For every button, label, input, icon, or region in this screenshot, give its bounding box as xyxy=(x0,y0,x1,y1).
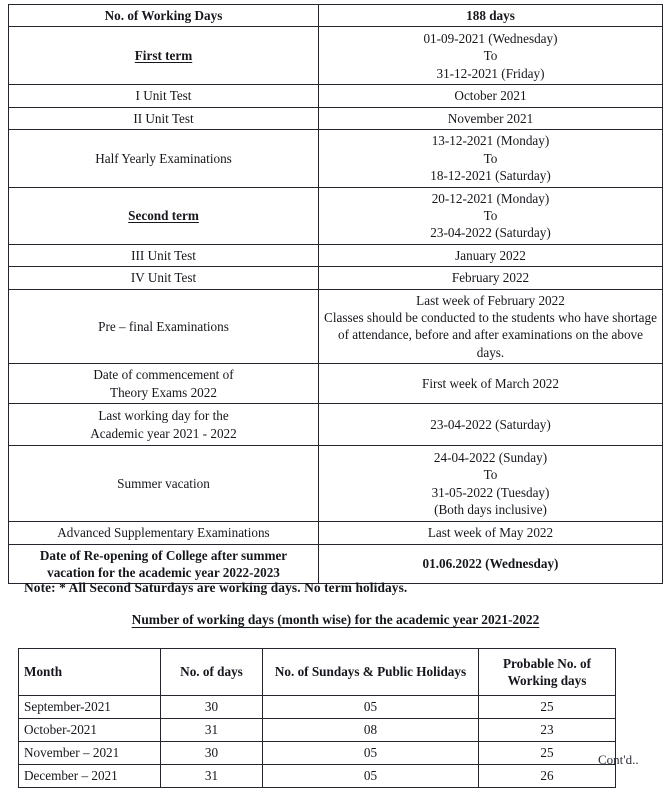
month-name-cell: September-2021 xyxy=(19,696,161,719)
calendar-row xyxy=(9,27,663,85)
month-value-cell: 30 xyxy=(161,742,263,765)
month-value-cell: 26 xyxy=(479,765,616,788)
table-row xyxy=(19,765,616,788)
calendar-row xyxy=(9,85,663,107)
month-value-cell: 05 xyxy=(263,765,479,788)
calendar-row-value: 24-04-2022 (Sunday) To 31-05-2022 (Tuesday) (Both days inclusive) xyxy=(319,446,663,522)
month-table-column-header: Month xyxy=(19,649,161,696)
calendar-row-label: Date of Re-opening of College after summer vacation for the academic year 2022-2023 xyxy=(9,544,319,584)
calendar-row-label: No. of Working Days xyxy=(9,5,319,27)
month-table-column-header: Probable No. of Working days xyxy=(479,649,616,696)
calendar-row-label: III Unit Test xyxy=(9,244,319,266)
month-table-body xyxy=(19,696,616,788)
calendar-row xyxy=(9,267,663,289)
calendar-row-label: Half Yearly Examinations xyxy=(9,130,319,187)
calendar-row xyxy=(9,107,663,129)
calendar-row xyxy=(9,244,663,266)
calendar-row-value: 20-12-2021 (Monday) To 23-04-2022 (Saturday) xyxy=(319,187,663,244)
continuation-marker: Cont'd.. xyxy=(598,752,639,767)
month-value-cell: 05 xyxy=(263,696,479,719)
month-table-column-header: No. of Sundays & Public Holidays xyxy=(263,649,479,696)
table-row xyxy=(19,696,616,719)
month-value-cell: 31 xyxy=(161,719,263,742)
calendar-row xyxy=(9,5,663,27)
calendar-row-value: October 2021 xyxy=(319,85,663,107)
monthwise-working-days-table xyxy=(18,648,616,788)
month-table-header-row xyxy=(19,649,616,696)
month-value-cell: 08 xyxy=(263,719,479,742)
calendar-row-label: I Unit Test xyxy=(9,85,319,107)
academic-calendar-table xyxy=(8,4,663,584)
calendar-row-label: Second term xyxy=(9,187,319,244)
calendar-row-label: IV Unit Test xyxy=(9,267,319,289)
calendar-row-label: First term xyxy=(9,27,319,85)
month-table-heading xyxy=(0,612,671,628)
table-row xyxy=(19,742,616,765)
month-value-cell: 23 xyxy=(479,719,616,742)
calendar-row xyxy=(9,130,663,187)
month-name-cell: October-2021 xyxy=(19,719,161,742)
calendar-row-value: Last week of May 2022 xyxy=(319,522,663,544)
month-value-cell: 30 xyxy=(161,696,263,719)
month-value-cell: 25 xyxy=(479,696,616,719)
calendar-row xyxy=(9,404,663,446)
calendar-row-label: Last working day for the Academic year 2021 - 2022 xyxy=(9,404,319,446)
month-table-column-header: No. of days xyxy=(161,649,263,696)
calendar-row xyxy=(9,289,663,364)
calendar-row-label: Date of commencement of Theory Exams 2022 xyxy=(9,364,319,404)
calendar-row-value: 13-12-2021 (Monday) To 18-12-2021 (Saturday) xyxy=(319,130,663,187)
calendar-row xyxy=(9,544,663,584)
calendar-row-value: 23-04-2022 (Saturday) xyxy=(319,404,663,446)
month-table-heading-text: Number of working days (month wise) for the academic year 2021-2022 xyxy=(131,612,540,627)
calendar-row-value: Last week of February 2022 Classes should be conducted to the students who have shortage of attendance, before and after examinations on the above days. xyxy=(319,289,663,364)
month-table-head xyxy=(19,649,616,696)
calendar-row-label: Advanced Supplementary Examinations xyxy=(9,522,319,544)
month-value-cell: 25 xyxy=(479,742,616,765)
calendar-row xyxy=(9,446,663,522)
calendar-row-value: 01.06.2022 (Wednesday) xyxy=(319,544,663,584)
table-row xyxy=(19,719,616,742)
calendar-row-value: First week of March 2022 xyxy=(319,364,663,404)
calendar-row-label: Summer vacation xyxy=(9,446,319,522)
month-value-cell: 05 xyxy=(263,742,479,765)
month-name-cell: November – 2021 xyxy=(19,742,161,765)
calendar-row-value: November 2021 xyxy=(319,107,663,129)
calendar-row xyxy=(9,522,663,544)
calendar-row-label: II Unit Test xyxy=(9,107,319,129)
calendar-row xyxy=(9,187,663,244)
calendar-row-value: January 2022 xyxy=(319,244,663,266)
calendar-row-label: Pre – final Examinations xyxy=(9,289,319,364)
calendar-table-body xyxy=(9,5,663,584)
month-value-cell: 31 xyxy=(161,765,263,788)
calendar-row-value: 01-09-2021 (Wednesday) To 31-12-2021 (Friday) xyxy=(319,27,663,85)
calendar-row-value: February 2022 xyxy=(319,267,663,289)
calendar-row xyxy=(9,364,663,404)
calendar-row-value: 188 days xyxy=(319,5,663,27)
note-text: Note: * All Second Saturdays are working days. No term holidays. xyxy=(24,580,408,595)
month-name-cell: December – 2021 xyxy=(19,765,161,788)
